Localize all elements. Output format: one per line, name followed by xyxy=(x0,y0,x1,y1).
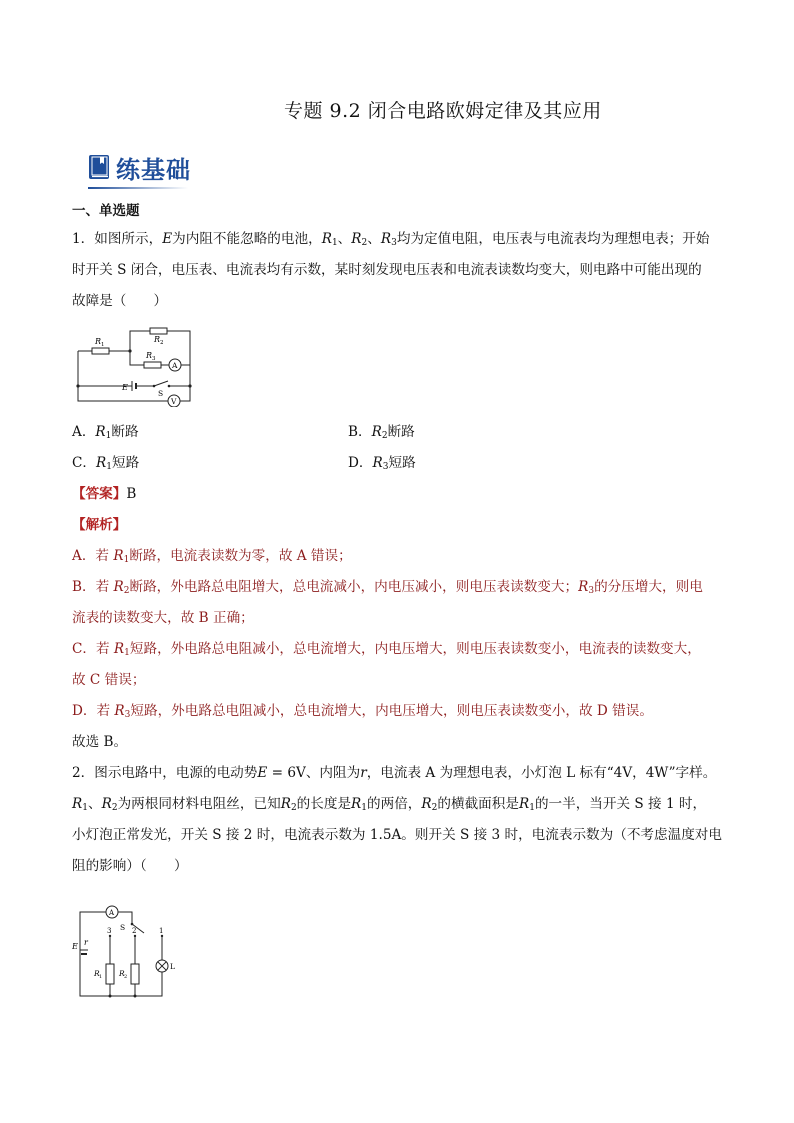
banner-title: 练基础 xyxy=(116,155,191,184)
q2-stem-line1: 2．图示电路中，电源的电动势E = 6V、内阻为r，电流表 A 为理想电表，小灯泡 L 标有“4V，4W”字样。 xyxy=(72,765,717,781)
analysis-d: D．若 $R_3$短路，外电路总电阻减小，总电流增大，内电压增大，则电压表读数变小，故 D 错误。 xyxy=(72,703,653,720)
q1-options xyxy=(72,417,724,479)
page-title: 专题 9.2 闭合电路欧姆定律及其应用 xyxy=(284,100,602,122)
analysis-b-line1: B．若 $R_2$断路，外电路总电阻增大，总电流减小，内电压减小，则电压表读数变大；$R_3$的分压增大，则电 xyxy=(72,579,703,596)
label-switch: S xyxy=(158,389,164,398)
lamp-label: L xyxy=(170,962,175,971)
label-e: E xyxy=(72,942,78,951)
svg-text:2: 2 xyxy=(160,340,164,346)
label-r3: R xyxy=(146,351,153,360)
ammeter-icon: A xyxy=(172,361,178,370)
option-a: A．$R_1$断路 xyxy=(72,424,139,441)
q2-stem-line3: 小灯泡正常发光，开关 S 接 2 时，电流表示数为 1.5A。则开关 S 接 3 时，电流表示数为（不考虑温度对电 xyxy=(72,827,722,843)
voltmeter-icon: V xyxy=(171,397,177,406)
label-r: r xyxy=(84,938,88,947)
terminal-3: 3 xyxy=(107,927,112,935)
svg-text:1: 1 xyxy=(99,974,103,980)
label-switch: S xyxy=(120,923,126,932)
analysis-c-line2: 故 C 错误； xyxy=(72,672,146,688)
analysis-a: A．若 $R_1$断路，电流表读数为零，故 A 错误； xyxy=(72,548,352,565)
banner-underline xyxy=(88,187,188,189)
svg-text:2: 2 xyxy=(124,974,128,980)
option-d: D．$R_3$短路 xyxy=(348,455,416,472)
label-r2: R xyxy=(119,969,125,978)
option-b: B．$R_2$断路 xyxy=(348,424,415,441)
option-c: C．$R_1$短路 xyxy=(72,455,140,472)
svg-text:1: 1 xyxy=(101,342,105,348)
q2-circuit-diagram xyxy=(72,900,187,1004)
label-r1: R xyxy=(94,969,100,978)
label-r1: R xyxy=(95,337,102,346)
q1-circuit-diagram xyxy=(72,323,222,407)
book-icon xyxy=(88,154,110,180)
section-banner xyxy=(88,151,191,183)
terminal-2: 2 xyxy=(132,927,137,935)
q2-stem-line4: 阻的影响）（ ） xyxy=(72,858,188,874)
ammeter-icon: A xyxy=(109,909,115,917)
svg-text:3: 3 xyxy=(152,356,156,362)
label-e: E xyxy=(122,383,128,392)
document-body xyxy=(72,198,724,1004)
q1-conclusion: 故选 B。 xyxy=(72,734,128,750)
label-r2: R xyxy=(154,335,161,344)
q1-stem-line2: 时开关 S 闭合，电压表、电流表均有示数，某时刻发现电压表和电流表读数均变大，则电路中可能出现的 xyxy=(72,262,702,278)
q1-stem-line1: 1．如图所示，E为内阻不能忽略的电池，$R_1$、$R_2$、$R_3$均为定值电阻，电压表与电流表均为理想电表；开始 xyxy=(72,231,710,248)
q2-stem-line2: $R_1$、$R_2$为两根同材料电阻丝，已知$R_2$的长度是$R_1$的两倍，$R_2$的横截面积是$R_1$的一半，当开关 S 接 1 时， xyxy=(72,796,707,813)
terminal-1: 1 xyxy=(159,927,164,935)
q1-stem-line3: 故障是（ ） xyxy=(72,293,168,309)
q1-analysis-label: 【解析】 xyxy=(72,517,127,533)
q1-answer: 【答案】B xyxy=(72,486,137,502)
analysis-c-line1: C．若 $R_1$短路，外电路总电阻减小，总电流增大，内电压增大，则电压表读数变小，电流表的读数变大， xyxy=(72,641,701,658)
section-heading: 一、单选题 xyxy=(72,203,140,219)
analysis-b-line2: 流表的读数变大，故 B 正确； xyxy=(72,610,254,626)
